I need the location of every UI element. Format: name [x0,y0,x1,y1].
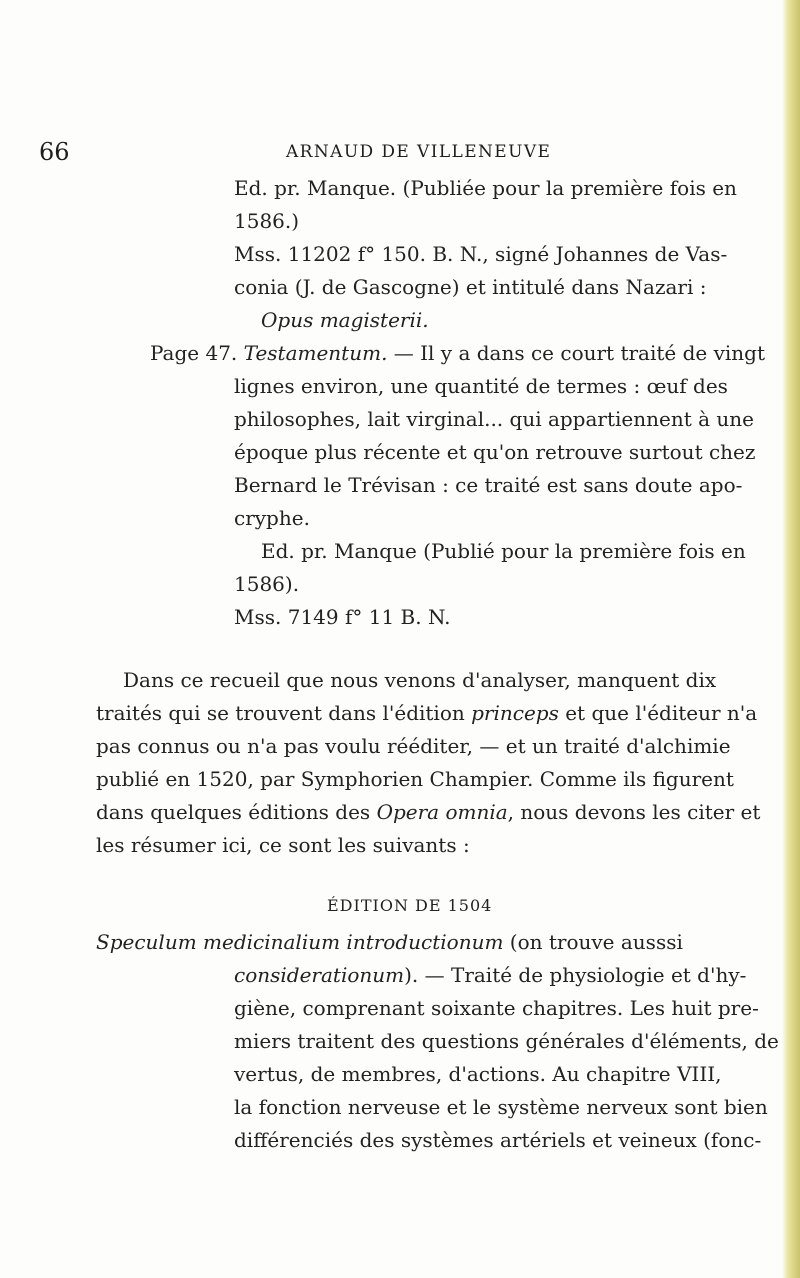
entry2-line-8: 1586). [234,572,300,596]
paragraph-line-2-italic: princeps [471,701,559,725]
paragraph-line-5-italic: Opera omnia [376,800,508,824]
entry3-line-6: la fonction nerveuse et le système nerveux sont bien [234,1095,768,1119]
paragraph-line-4: publié en 1520, par Symphorien Champier. Comme ils figurent [96,767,734,791]
entry3-line-2-italic: considerationum [234,963,405,987]
entry2-line-2: lignes environ, une quantité de termes : œuf des [234,374,728,398]
entry3-line-2 [234,961,746,989]
entry2-line-1-text: — Il y a dans ce court traité de vingt [393,341,766,365]
paragraph-line-2-a: traités qui se trouvent dans l'édition [96,701,465,725]
section-heading [327,890,492,920]
entry2-title: Testamentum. [243,341,388,365]
entry1-line-3: Mss. 11202 f° 150. B. N., signé Johannes de Vas- [234,242,728,266]
entry2-line-5: Bernard le Trévisan : ce traité est sans doute apo- [234,473,743,497]
page-number: 66 [39,138,70,166]
entry2-line-4: époque plus récente et qu'on retrouve surtout chez [234,440,756,464]
paragraph-line-3: pas connus ou n'a pas voulu rééditer, — et un traité d'alchimie [96,734,731,758]
paragraph-line-5-a: dans quelques éditions des [96,800,371,824]
entry3-line-2-text: ). — Traité de physiologie et d'hy- [404,963,747,987]
paragraph-line-5-b: , nous devons les citer et [507,800,761,824]
paragraph-line-1: Dans ce recueil que nous venons d'analyser, manquent dix [123,668,717,692]
entry3-line-1 [96,928,683,956]
entry3-line-4: miers traitent des questions générales d'éléments, de [234,1029,779,1053]
paragraph-line-2 [96,699,757,727]
entry3-line-3: giène, comprenant soixante chapitres. Les huit pre- [234,996,759,1020]
entry3-line-1-text: (on trouve ausssi [509,930,683,954]
entry1-line-1: Ed. pr. Manque. (Publiée pour la première fois en [234,176,737,200]
entry3-line-5: vertus, de membres, d'actions. Au chapitre VIII, [234,1062,722,1086]
paragraph-line-6: les résumer ici, ce sont les suivants : [96,833,470,857]
section-heading-text: ÉDITION DE 1504 [327,896,493,915]
page-reference: Page 47. [150,341,238,365]
running-title: ARNAUD DE VILLENEUVE [286,142,552,162]
entry1-line-5: Opus magisterii. [261,308,429,332]
paragraph-line-5 [96,798,760,826]
entry2-line-7: Ed. pr. Manque (Publié pour la première fois en [261,539,746,563]
entry2-line-3: philosophes, lait virginal... qui appartiennent à une [234,407,754,431]
page-edge-shading [782,0,800,1278]
entry3-line-7: différenciés des systèmes artériels et veineux (fonc- [234,1128,762,1152]
entry1-line-2: 1586.) [234,209,300,233]
entry2-line-9: Mss. 7149 f° 11 B. N. [234,605,451,629]
entry2-line-6: cryphe. [234,506,310,530]
paragraph-line-2-b: et que l'éditeur n'a [565,701,758,725]
entry3-title: Speculum medicinalium introductionum [96,930,504,954]
entry1-line-4: conia (J. de Gascogne) et intitulé dans Nazari : [234,275,707,299]
entry2-line-1 [150,339,765,367]
